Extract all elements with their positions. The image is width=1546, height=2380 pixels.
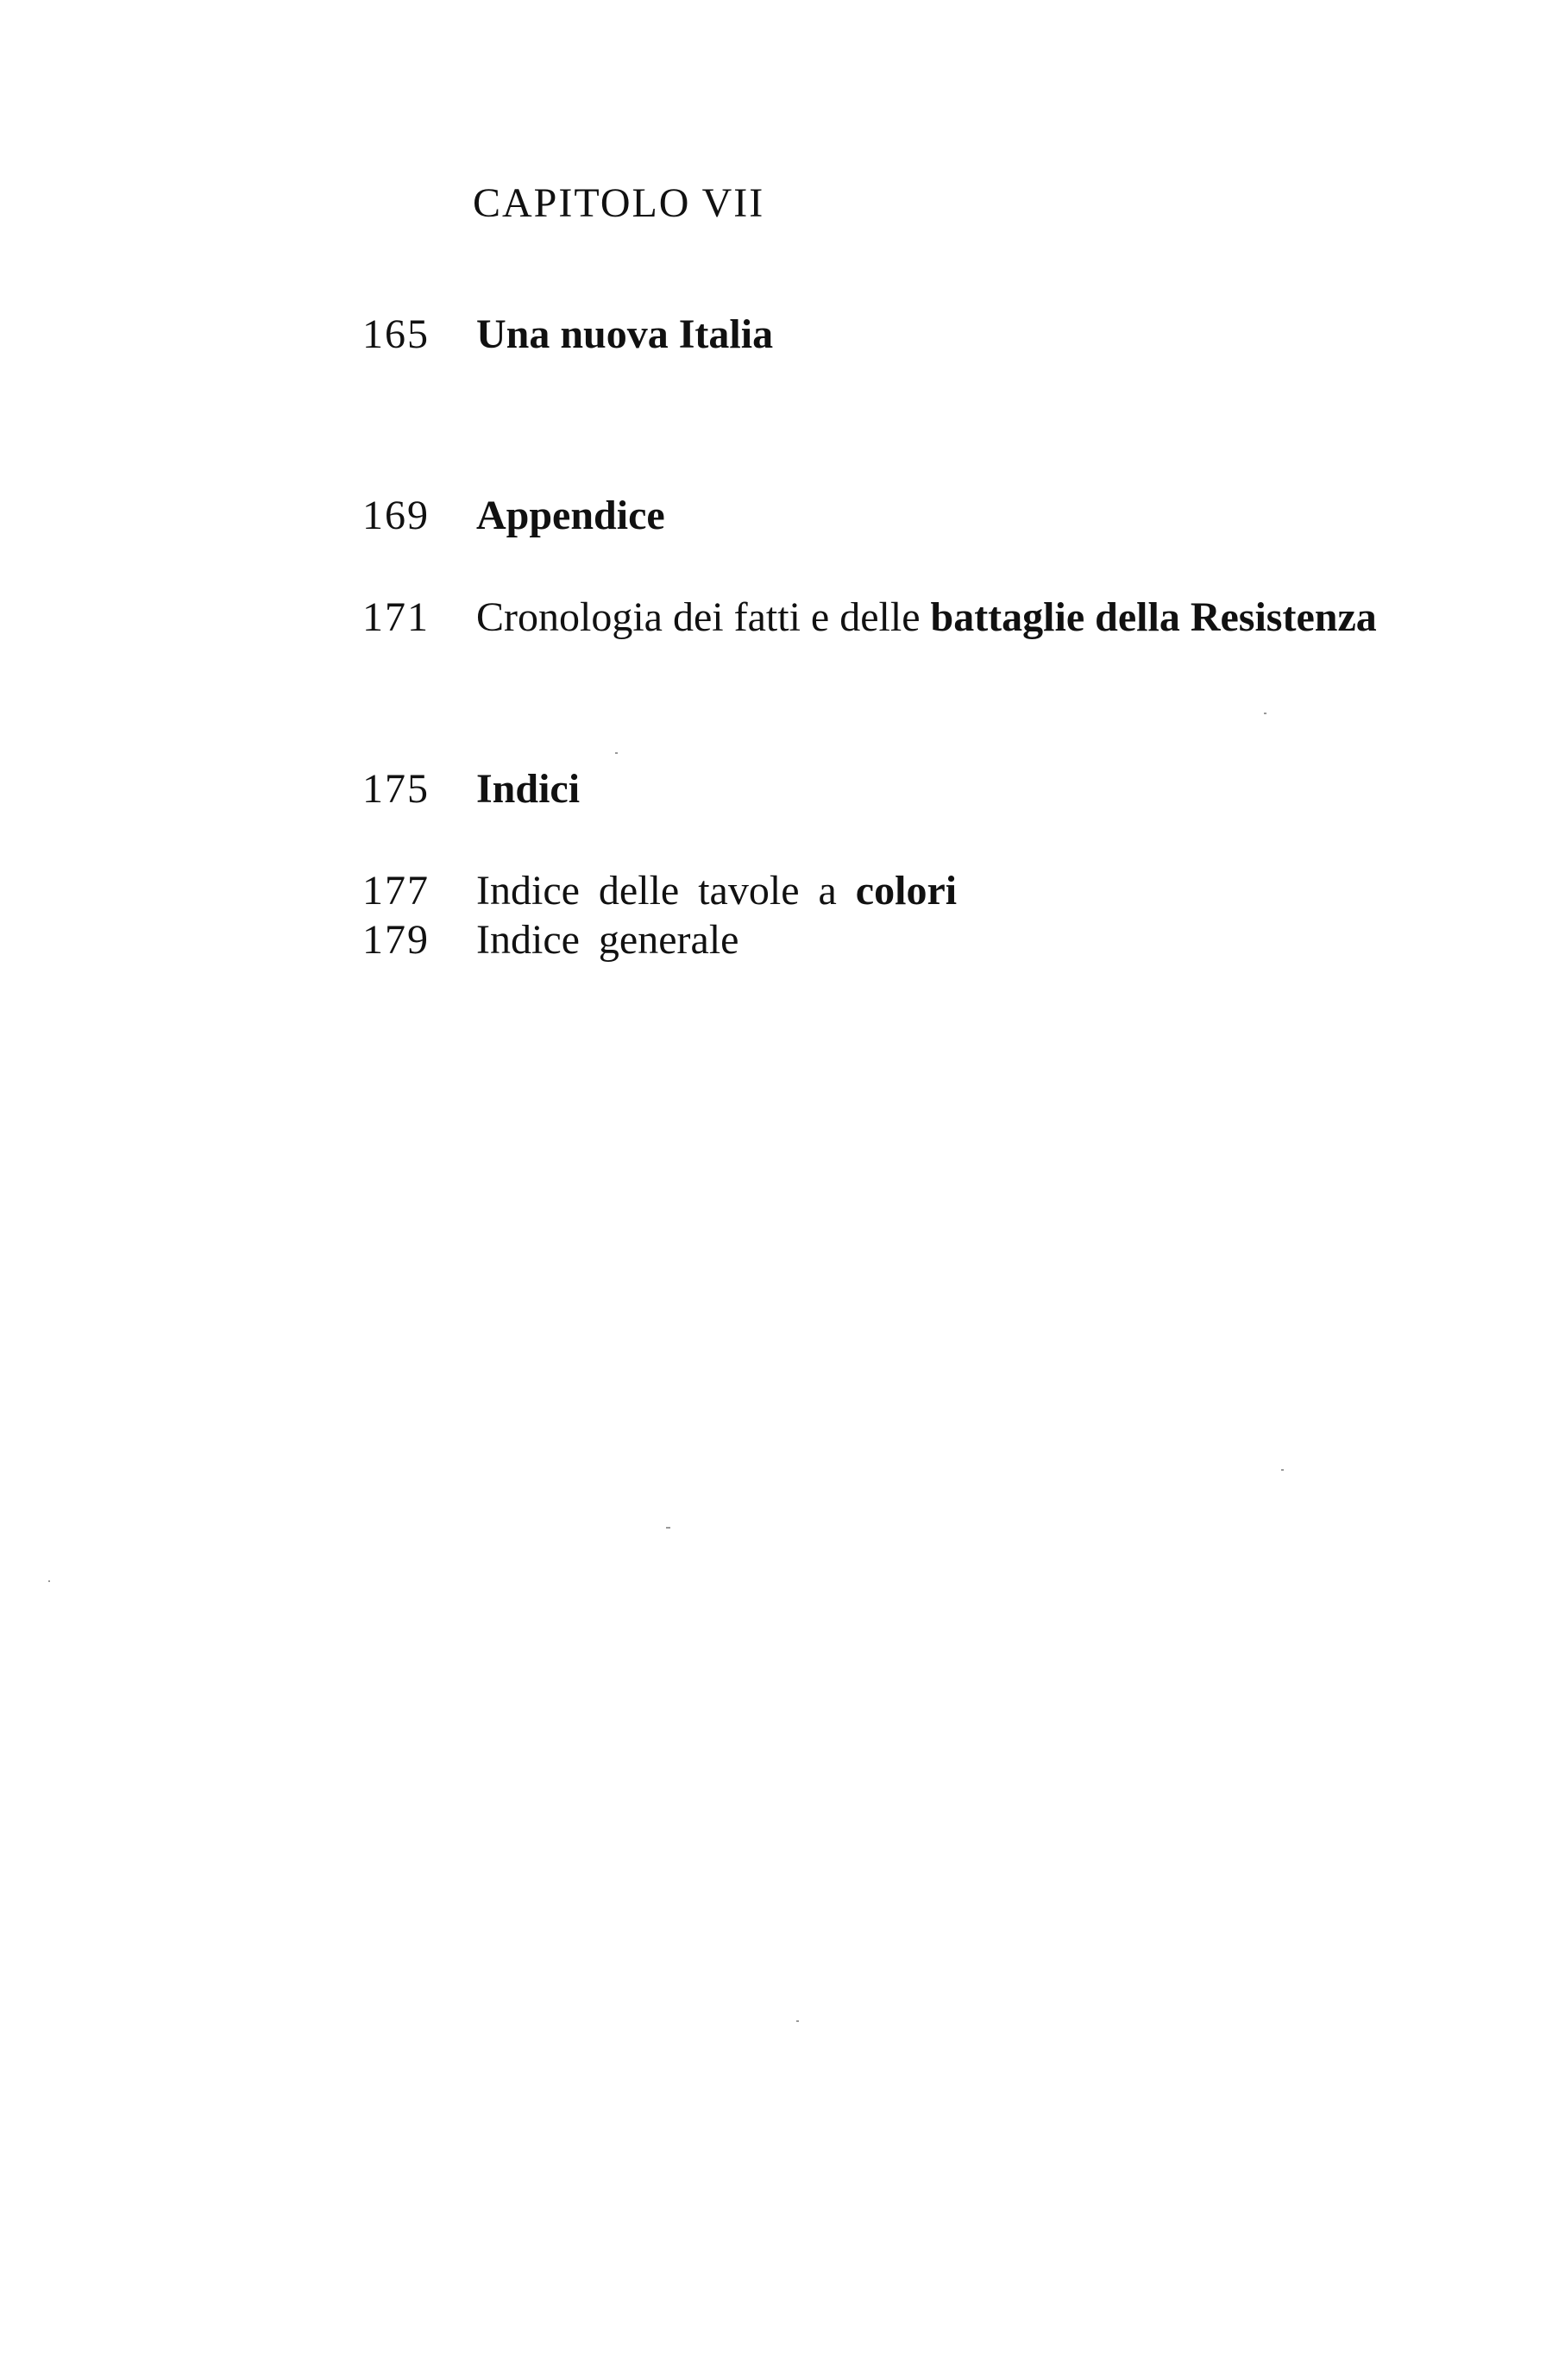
scan-speck bbox=[1281, 1469, 1284, 1471]
toc-entry bbox=[0, 914, 1546, 966]
toc-title-regular: Cronologia dei fatti e delle bbox=[476, 594, 921, 640]
toc-entry bbox=[0, 592, 1546, 644]
toc-page-number: 169 bbox=[362, 493, 430, 538]
toc-entry bbox=[0, 865, 1546, 917]
toc-title bbox=[476, 865, 957, 917]
toc-page-number: 175 bbox=[362, 766, 430, 812]
toc-title: Una nuova Italia bbox=[476, 311, 774, 357]
toc-title-bold: colori bbox=[855, 868, 958, 914]
toc-title bbox=[476, 592, 1377, 644]
chapter-heading: CAPITOLO VII bbox=[473, 180, 765, 226]
toc-entry bbox=[0, 490, 1546, 542]
toc-entry bbox=[0, 309, 1546, 361]
toc-title-regular: Indice delle tavole a bbox=[476, 868, 837, 914]
toc-entry bbox=[0, 763, 1546, 815]
toc-page-number: 179 bbox=[362, 917, 430, 963]
toc-title: Indice generale bbox=[476, 917, 739, 963]
toc-page-number: 171 bbox=[362, 594, 430, 640]
scan-speck bbox=[1264, 713, 1266, 714]
toc-page-number: 165 bbox=[362, 311, 430, 357]
scan-speck bbox=[666, 1527, 670, 1529]
toc-title: Indici bbox=[476, 766, 581, 812]
toc-title: Appendice bbox=[476, 493, 665, 538]
scan-speck bbox=[48, 1580, 50, 1582]
toc-page-number: 177 bbox=[362, 868, 430, 914]
scan-speck bbox=[615, 752, 618, 754]
toc-title-bold: battaglie della Resistenza bbox=[930, 594, 1377, 640]
scan-speck bbox=[796, 2020, 799, 2022]
